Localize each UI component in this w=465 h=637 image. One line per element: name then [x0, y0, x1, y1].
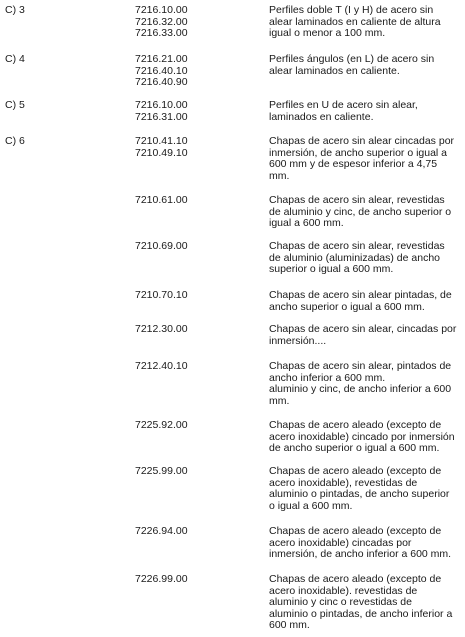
tariff-code: 7216.40.90	[135, 76, 188, 88]
tariff-codes	[135, 100, 188, 123]
product-description: Chapas de acero sin alear, revestidas de aluminio (aluminizadas) de ancho superior o igual a 600 mm.	[269, 240, 445, 275]
category-label: C) 5	[5, 99, 25, 111]
product-description: Chapas de acero aleado (excepto de acero inoxidable) cincado por inmersión de ancho superior o igual a 600 mm.	[269, 419, 455, 454]
product-description: Perfiles ángulos (en L) de acero sin alear laminados en caliente.	[269, 53, 435, 77]
tariff-code: 7225.92.00	[135, 419, 188, 431]
tariff-code: 7210.49.10	[135, 146, 188, 159]
tariff-code: 7225.99.00	[135, 465, 188, 477]
tariff-codes	[135, 361, 188, 373]
tariff-code: 7226.99.00	[135, 573, 188, 585]
tariff-code: 7210.70.10	[135, 289, 188, 301]
product-description: Chapas de acero sin alear, cincadas por inmersión....	[269, 323, 457, 347]
tariff-codes	[135, 136, 188, 159]
tariff-codes	[135, 466, 188, 478]
tariff-code: 7216.21.00	[135, 53, 188, 65]
tariff-codes	[135, 241, 188, 253]
tariff-code: 7226.94.00	[135, 525, 188, 537]
tariff-codes	[135, 324, 188, 336]
tariff-codes	[135, 195, 188, 207]
tariff-code: 7216.32.00	[135, 15, 188, 28]
tariff-code: 7216.40.10	[135, 64, 188, 77]
category-label: C) 4	[5, 53, 25, 65]
tariff-code: 7212.40.10	[135, 360, 188, 372]
product-description: Perfiles en U de acero sin alear, laminados en caliente.	[269, 99, 418, 123]
product-description: Chapas de acero sin alear pintadas, de ancho superior o igual a 600 mm.	[269, 289, 452, 313]
category-label: C) 3	[5, 4, 25, 16]
tariff-code: 7216.31.00	[135, 110, 188, 123]
tariff-code: 7210.69.00	[135, 240, 188, 252]
tariff-codes	[135, 5, 188, 40]
tariff-codes	[135, 526, 188, 538]
tariff-codes	[135, 574, 188, 586]
tariff-code: 7210.61.00	[135, 194, 188, 206]
tariff-code: 7216.33.00	[135, 27, 188, 39]
product-description: Chapas de acero sin alear, pintados de ancho inferior a 600 mm. aluminio y cinc, de ancho inferior a 600 mm.	[269, 360, 452, 407]
tariff-code: 7216.10.00	[135, 4, 188, 16]
tariff-code: 7216.10.00	[135, 99, 188, 111]
product-description: Chapas de acero aleado (excepto de acero inoxidable) cincadas por inmersión, de ancho inferior a 600 mm.	[269, 525, 452, 560]
tariff-code: 7210.41.10	[135, 135, 188, 147]
tariff-code: 7212.30.00	[135, 323, 188, 335]
product-description: Perfiles doble T (I y H) de acero sin alear laminados en caliente de altura igual o menor a 100 mm.	[269, 4, 441, 39]
product-description: Chapas de acero sin alear, revestidas de aluminio y cinc, de ancho superior o igual a 600 mm.	[269, 194, 452, 229]
tariff-codes	[135, 420, 188, 432]
tariff-codes	[135, 290, 188, 302]
product-description: Chapas de acero aleado (excepto de acero inoxidable). revestidas de aluminio y cinc o revestidas de aluminio o pintadas, de ancho inferior a 600 mm.	[269, 573, 453, 631]
product-description: Chapas de acero aleado (excepto de acero inoxidable), revestidas de aluminio o pintadas, de ancho superior o igual a 600 mm.	[269, 465, 450, 512]
tariff-codes	[135, 54, 188, 89]
category-label: C) 6	[5, 135, 25, 147]
product-description: Chapas de acero sin alear cincadas por inmersión, de ancho superior o igual a 600 mm y de espesor inferior a 4,75 mm.	[269, 135, 455, 182]
